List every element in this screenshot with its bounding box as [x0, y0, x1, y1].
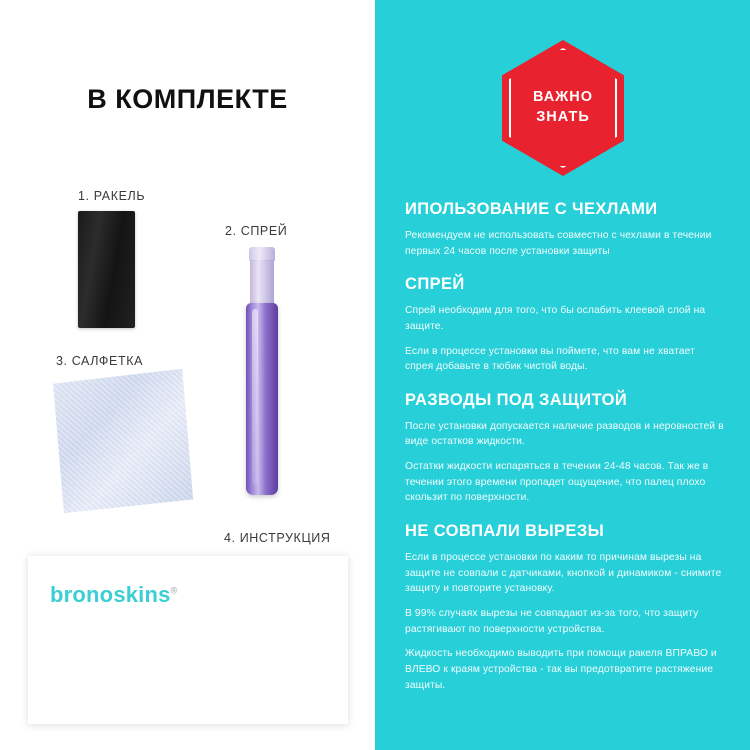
badge-line-1: ВАЖНО: [532, 89, 594, 106]
spray-neck: [250, 260, 274, 306]
section-spray: [405, 275, 725, 375]
info-sections: [405, 200, 725, 709]
spray-body: [246, 303, 278, 495]
spray-highlight: [252, 309, 258, 485]
section-paragraph: После установки допускается наличие разводов и неровностей в виде остатков жидкости.: [405, 420, 724, 448]
section-paragraph: В 99% случаях вырезы не совпадают из-за того, что защиту растягивают по поверхности устройства.: [405, 607, 699, 635]
section-paragraph: Если в процессе установки по каким то причинам вырезы на защите не совпали с датчиками, кнопкой и динамиком - снимите защиту и повторите установку.: [405, 552, 722, 595]
section-paragraph: Жидкость необходимо выводить при помощи ракеля ВПРАВО и ВЛЕВО к краям устройства - так вы предотвратите растяжение защиты.: [405, 648, 717, 691]
section-paragraph: Спрей необходим для того, что бы ослабить клеевой слой на защите.: [405, 305, 706, 332]
item-label-instruction: 4. ИНСТРУКЦИЯ: [224, 531, 331, 545]
page-title: В КОМПЛЕКТЕ: [87, 84, 288, 114]
section-paragraph: Остатки жидкости испаряться в течении 24-48 часов. Так же в течении этого времени пропадет ощущение, что палец плохо скользит по поверхности.: [405, 461, 709, 504]
spray-bottle-icon: [243, 247, 283, 497]
section-cases: [405, 200, 725, 259]
spray-cap: [249, 247, 275, 261]
badge-text: [502, 40, 624, 176]
section-heading: РАЗВОДЫ ПОД ЗАЩИТОЙ: [405, 390, 628, 409]
microfiber-cloth-icon: [48, 368, 193, 513]
right-panel: [375, 0, 750, 750]
important-badge: [502, 40, 624, 176]
section-heading: ИПОЛЬЗОВАНИЕ С ЧЕХЛАМИ: [405, 200, 658, 218]
item-label-squeegee: 1. РАКЕЛЬ: [78, 189, 146, 203]
section-heading: СПРЕЙ: [405, 275, 465, 294]
section-smudges: [405, 391, 725, 506]
section-cutouts: [405, 522, 725, 693]
brand-name: bronoskins: [50, 582, 171, 607]
brand-logo: [50, 582, 177, 608]
section-paragraph: Если в процессе установки вы поймете, что вам не хватает спрея добавьте в тюбик чистой воды.: [405, 345, 695, 373]
section-heading: НЕ СОВПАЛИ ВЫРЕЗЫ: [405, 522, 605, 541]
item-label-cloth: 3. САЛФЕТКА: [56, 354, 144, 368]
brand-registered-mark: ®: [170, 585, 178, 596]
item-label-spray: 2. СПРЕЙ: [225, 224, 288, 238]
badge-line-2: ЗНАТЬ: [536, 109, 590, 125]
squeegee-card-icon: [78, 211, 135, 328]
section-paragraph: Рекомендуем не использовать совместно с чехлами в течении первых 24 часов после установки защиты: [405, 230, 712, 257]
